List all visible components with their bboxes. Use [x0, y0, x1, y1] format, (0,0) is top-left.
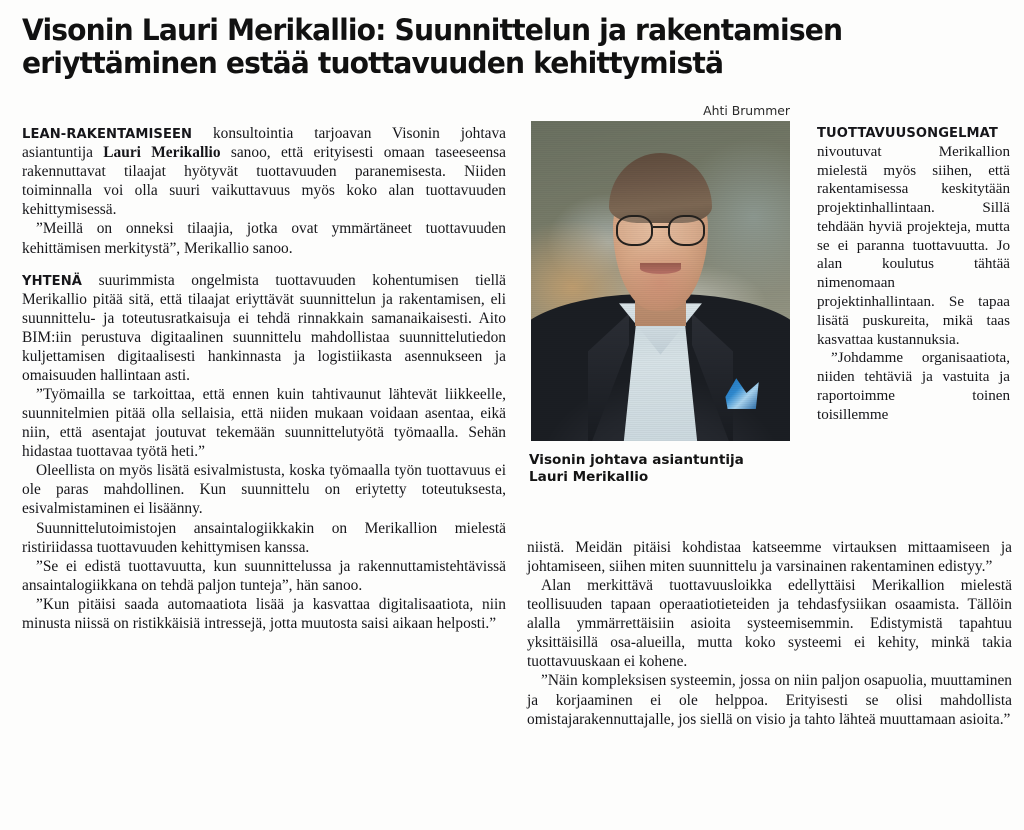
caption-line: Visonin johtava asiantuntija	[529, 452, 744, 468]
body-column-narrow-right	[817, 124, 1010, 425]
paragraph: Suunnittelutoimistojen ansaintalogiikkakin on Merikallion mielestä ristiriidassa tuottavuuden kehittymisen kanssa.	[22, 519, 506, 556]
lead-caps: YHTENÄ	[22, 273, 83, 289]
caption-line: Lauri Merikallio	[529, 468, 649, 485]
person-name: Lauri Merikallio	[103, 144, 221, 162]
paragraph: niistä. Meidän pitäisi kohdistaa katseemme virtauksen mittaamiseen ja johtamiseen, siihen miten suunnittelu ja varsinainen rakentaminen edistyy.”	[527, 539, 1012, 576]
glasses-icon	[616, 215, 704, 245]
paragraph: ”Näin kompleksisen systeemin, jossa on niin paljon osapuolia, muuttaminen ja korjaaminen ei ole helppoa. Erityisesti se olisi mahdollista omistajarakennuttajalle, jos siellä on visio ja tahto lähteä muuttamaan asioita.”	[527, 672, 1012, 728]
paragraph: Oleellista on myös lisätä esivalmistusta, koska työmaalla työn tuottavuus ei ole paras mahdollinen. Kun suunnittelu on eriytetty toteutuksesta, esivalmistaminen ei lisäänny.	[22, 462, 506, 518]
body-column-left	[22, 124, 506, 633]
photo-caption	[529, 452, 799, 486]
photo-background	[531, 121, 790, 441]
glasses-lens-left	[616, 215, 653, 245]
paragraph: ”Meillä on onneksi tilaajia, jotka ovat ymmärtäneet tuottavuuden kehittämisen merkitystä”, Merikallio sanoo.	[22, 220, 506, 257]
paragraph-text: suurimmista ongelmista tuottavuuden kohentumisen tiellä Merikallio pitää sitä, että tilaajat eriyttävät suunnittelun ja rakentamisen, eli suunnittelu- ja toteutusratkaisuja ei tehdä rinnakkain samanaikaisesti. Aito BIM:iin perustuva digitaalinen suunnittelu mahdollistaa suunnittelutiedon kuljettamisen digitaalisesti hankinnasta ja logistiikasta asennukseen ja omaisuuden hallintaan asti.	[22, 271, 506, 385]
paragraph: ”Kun pitäisi saada automaatiota lisää ja kasvattaa digitalisaatiota, niin minusta niissä on ristikkäisiä intressejä, jotta muutosta saisi aikaan helposti.”	[22, 595, 506, 632]
hair-shape	[609, 153, 713, 223]
photo-credit: Ahti Brummer	[703, 103, 790, 118]
paragraph: ”Johdamme organisaatiota, niiden tehtäviä ja vastuita ja raportoimme toinen toisillemme	[817, 350, 1010, 423]
paragraph: ”Työmailla se tarkoittaa, että ennen kuin tahtivaunut lähtevät liikkeelle, suunnitelmien pitää olla sellaisia, että niiden mukaan voidaan asentaa, eikä niin, että asentajat joutuvat tekemään suunnittelutyötä työmaalla. Sehän hidastaa tuottavaa työtä heti.”	[22, 386, 506, 461]
paragraph: ”Se ei edistä tuottavuutta, kun suunnittelussa ja rakennuttamistehtävissä ansaintalogiikkana on tehdä paljon tunteja”, hän sanoo.	[22, 557, 506, 594]
body-column-right-lower	[527, 538, 1012, 729]
paragraph-text: konsultointia tarjoavan Visonin johtava asiantuntija	[22, 125, 506, 162]
paragraph-text: sanoo, että erityisesti omaan taseeseensa rakennuttavat tilaajat hyötyvät tuottavuuden paranemisesta. Niiden toiminnalla voi olla suuri vaikuttavuus myös koko alan tuottavuuden kehittymisessä.	[22, 144, 507, 219]
page-title: Visonin Lauri Merikallio: Suunnittelun ja rakentamisen eriyttäminen estää tuottavuuden kehittymistä	[22, 13, 843, 81]
paragraph	[22, 271, 506, 386]
glasses-bridge	[653, 226, 667, 228]
paragraph-text: nivoutuvat Merikallion mielestä myös siihen, että rakentamisessa keskitytään projektinhallintaan. Sillä tehdään hyviä projekteja, mutta se ei paranna tuottavuutta. Jo alan koulutus tähtää nimenomaan projektinhallintaan. Se tapaa lisätä puskureita, mikä taas kasvattaa kustannuksia.	[817, 143, 1010, 348]
paragraph	[22, 124, 506, 219]
paragraph: Alan merkittävä tuottavuusloikka edellyttäisi Merikallion mielestä teollisuuden tapaan operaatiotieteiden ja tehdasfysiikan osaamista. Tällöin alalla ymmärrettäisiin asioita systeemisemmin. Edistymistä tapahtuu yksittäisillä osa-alueilla, mutta koko systeemi ei kehity, minkä takia tuottavuuskaan ei kohene.	[527, 577, 1012, 671]
glasses-lens-right	[668, 215, 705, 245]
paragraph	[817, 124, 1010, 349]
headline-block	[22, 14, 1002, 80]
lead-caps: LEAN-RAKENTAMISEEN	[22, 127, 193, 142]
lead-caps: TUOTTAVUUSONGELMAT	[817, 126, 998, 141]
portrait-photo	[531, 121, 790, 441]
